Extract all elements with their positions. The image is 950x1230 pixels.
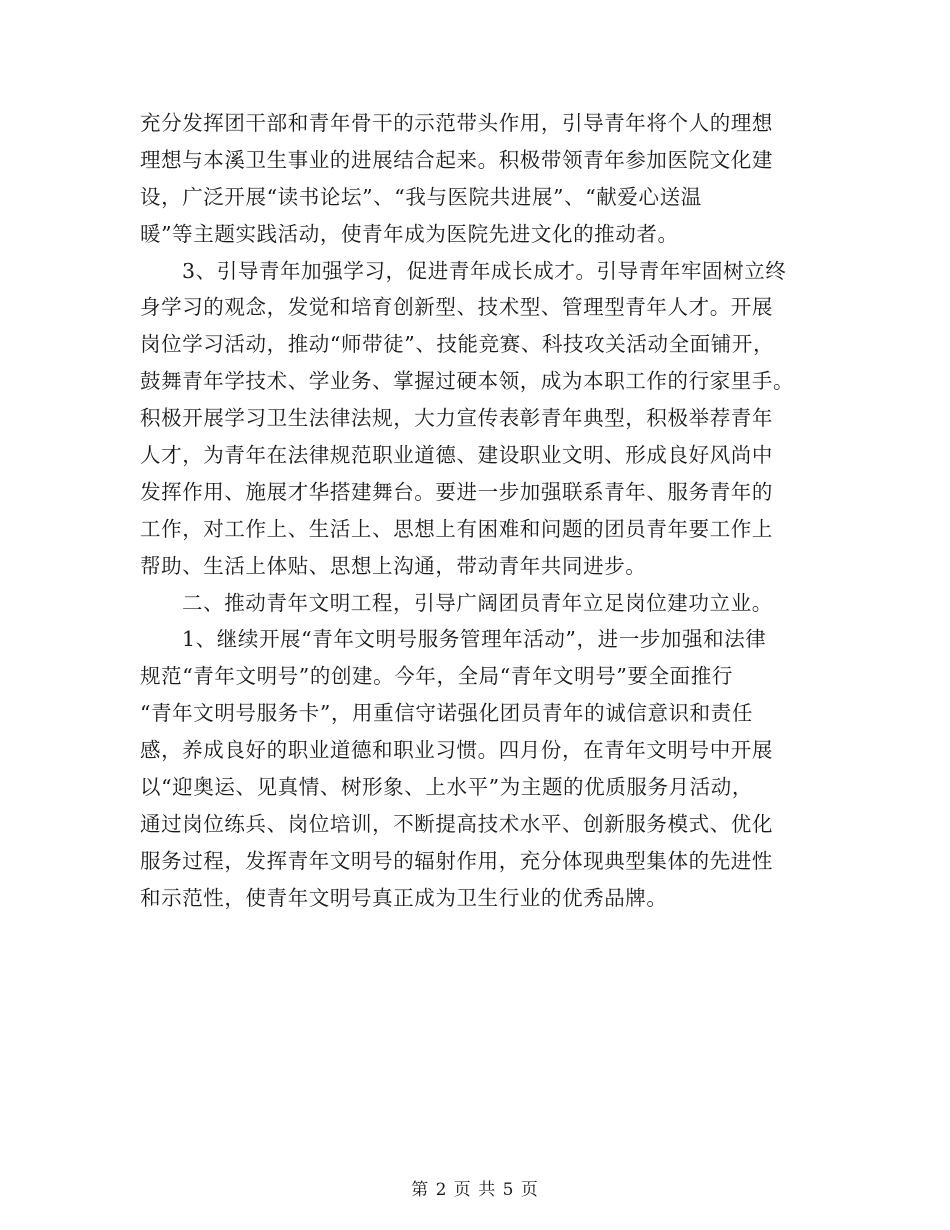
text-line: 设，广泛开展“读书论坛”、“我与医院共进展”、“献爱心送温 <box>140 184 702 209</box>
text-line: “青年文明号服务卡”，用重信守诺强化团员青年的诚信意识和责任 <box>140 701 753 726</box>
text-line: 鼓舞青年学技术、学业务、掌握过硬本领，成为本职工作的行家里手。 <box>140 369 795 394</box>
text-line: 暖”等主题实践活动，使青年成为医院先进文化的推动者。 <box>140 221 679 246</box>
text-line: 身学习的观念，发觉和培育创新型、技术型、管理型青年人才。开展 <box>140 295 773 320</box>
text-line: 3、引导青年加强学习，促进青年成长成才。引导青年牢固树立终 <box>182 258 787 283</box>
text-line: 理想与本溪卫生事业的进展结合起来。积极带领青年参加医院文化建 <box>140 147 773 172</box>
text-line: 和示范性，使青年文明号真正成为卫生行业的优秀品牌。 <box>140 885 668 910</box>
text-line: 工作，对工作上、生活上、思想上有困难和问题的团员青年要工作上 <box>140 516 773 541</box>
text-line: 1、继续开展“青年文明号服务管理年活动”，进一步加强和法律 <box>182 627 767 652</box>
text-line: 以“迎奥运、见真情、树形象、上水平”为主题的优质服务月活动， <box>140 775 753 800</box>
text-line: 岗位学习活动，推动“师带徒”、技能竞赛、科技攻关活动全面铺开， <box>140 332 775 357</box>
page-number-footer: 第 2 页 共 5 页 <box>411 1180 539 1200</box>
text-line: 帮助、生活上体贴、思想上沟通，带动青年共同进步。 <box>140 553 647 578</box>
text-line: 人才，为青年在法律规范职业道德、建设职业文明、形成良好风尚中 <box>140 443 773 468</box>
text-line: 规范“青年文明号”的创建。今年，全局“青年文明号”要全面推行 <box>140 664 733 689</box>
text-line: 充分发挥团干部和青年骨干的示范带头作用，引导青年将个人的理想 <box>140 111 773 135</box>
document-body <box>140 105 810 917</box>
text-line: 通过岗位练兵、岗位培训，不断提高技术水平、创新服务模式、优化 <box>140 811 773 836</box>
text-line: 服务过程，发挥青年文明号的辐射作用，充分体现典型集体的先进性 <box>140 848 773 873</box>
text-line: 积极开展学习卫生法律法规，大力宣传表彰青年典型，积极举荐青年 <box>140 406 773 431</box>
text-line: 感，养成良好的职业道德和职业习惯。四月份，在青年文明号中开展 <box>140 738 773 763</box>
text-line: 二、推动青年文明工程，引导广阔团员青年立足岗位建功立业。 <box>182 590 773 615</box>
text-line: 发挥作用、施展才华搭建舞台。要进一步加强联系青年、服务青年的 <box>140 479 773 504</box>
